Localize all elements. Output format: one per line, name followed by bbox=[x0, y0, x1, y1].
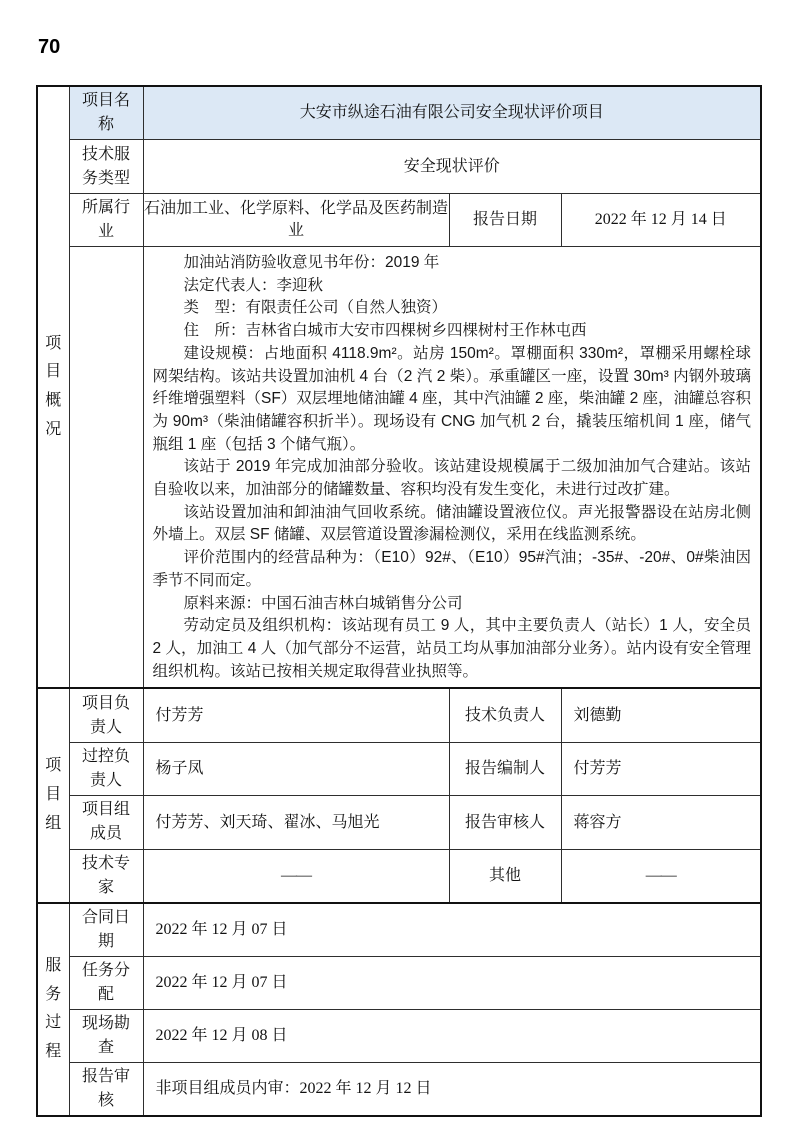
overview-paragraph: 建设规模：占地面积 4118.9m²。站房 150m²。罩棚面积 330m²，罩棚采用螺栓球网架结构。该站共设置加油机 4 台（2 汽 2 柴）。承重罐区一座，设置 30m³ 内钢外玻璃纤维增强塑料（SF）双层埋地储油罐 4 座，其中汽油罐 2 座，柴油罐 2 座，油罐总容积为 90m³（柴油储罐容积折半）。现场设有 CNG 加气机 2 台，撬装压缩机间 1 座，储气瓶组 1 座（包括 3 个储气瓶）。 bbox=[152, 344, 752, 453]
report-review-label-cell bbox=[69, 1062, 143, 1116]
industry-label: 所属行业 bbox=[82, 199, 131, 240]
other-label: 其他 bbox=[449, 849, 561, 903]
project-name-value: 大安市纵途石油有限公司安全现状评价项目 bbox=[143, 86, 761, 140]
contract-date-label: 合同日期 bbox=[82, 908, 131, 950]
overview-paragraph: 法定代表人：李迎秋 bbox=[183, 276, 324, 294]
tech-expert-label-cell bbox=[69, 849, 143, 903]
overview-paragraph: 该站设置加油和卸油油气回收系统。储油罐设置液位仪。声光报警器设在站房北侧外墙上。双层 SF 储罐、双层管道设置渗漏检测仪，采用在线监测系统。 bbox=[152, 503, 752, 544]
project-record-table bbox=[36, 85, 762, 1117]
process-control-value: 杨子凤 bbox=[143, 742, 449, 795]
section-label-service-process bbox=[37, 903, 69, 1116]
site-survey-label-cell bbox=[69, 1009, 143, 1062]
service-type-value: 安全现状评价 bbox=[143, 140, 761, 194]
overview-spacer-cell bbox=[69, 247, 143, 689]
process-control-label: 过控负责人 bbox=[82, 747, 131, 789]
report-date-label: 报告日期 bbox=[449, 194, 561, 247]
overview-paragraph: 原料来源：中国石油吉林白城销售分公司 bbox=[183, 594, 463, 612]
other-value: —— bbox=[561, 849, 761, 903]
tech-leader-value: 刘德勤 bbox=[561, 688, 761, 742]
section-label-project-overview-text: 项目概况 bbox=[45, 334, 62, 438]
service-type-label-cell bbox=[69, 140, 143, 194]
overview-paragraph: 类 型：有限责任公司（自然人独资） bbox=[183, 299, 448, 317]
project-overview-text bbox=[143, 247, 761, 689]
report-review-label: 报告审核 bbox=[82, 1067, 131, 1109]
section-label-project-team-text: 项目组 bbox=[45, 757, 62, 832]
section-label-project-team bbox=[37, 688, 69, 903]
project-name-label: 项目名称 bbox=[82, 92, 131, 133]
project-leader-label: 项目负责人 bbox=[82, 694, 131, 736]
industry-value: 石油加工业、化学原料、化学品及医药制造业 bbox=[143, 194, 449, 247]
task-assignment-label: 任务分配 bbox=[82, 961, 131, 1003]
team-members-label: 项目组成员 bbox=[82, 801, 131, 843]
site-survey-value: 2022 年 12 月 08 日 bbox=[143, 1009, 761, 1062]
page-number: 70 bbox=[38, 36, 61, 58]
service-type-label: 技术服务类型 bbox=[82, 145, 131, 187]
overview-paragraph: 该站于 2019 年完成加油部分验收。该站建设规模属于二级加油加气合建站。该站自验收以来，加油部分的储罐数量、容积均没有发生变化，未进行过改扩建。 bbox=[152, 458, 752, 499]
overview-paragraph: 劳动定员及组织机构：该站现有员工 9 人，其中主要负责人（站长）1 人，安全员 2 人，加油工 4 人（加气部分不运营，站员工均从事加油部分业务）。站内设有安全管理组织机构。该站已按相关规定取得营业执照等。 bbox=[152, 617, 752, 680]
report-compiler-value: 付芳芳 bbox=[561, 742, 761, 795]
overview-paragraph: 评价范围内的经营品种为：（E10）92#、（E10）95#汽油；-35#、-20#、0#柴油因季节不同而定。 bbox=[152, 549, 752, 589]
process-control-label-cell bbox=[69, 742, 143, 795]
project-name-label-cell bbox=[69, 86, 143, 140]
project-leader-label-cell bbox=[69, 688, 143, 742]
report-reviewer-value: 蒋容方 bbox=[561, 795, 761, 849]
contract-date-label-cell bbox=[69, 903, 143, 957]
site-survey-label: 现场勘查 bbox=[82, 1014, 131, 1056]
report-date-value: 2022 年 12 月 14 日 bbox=[561, 194, 761, 247]
report-reviewer-label: 报告审核人 bbox=[449, 795, 561, 849]
report-review-value: 非项目组成员内审：2022 年 12 月 12 日 bbox=[143, 1062, 761, 1116]
industry-label-cell bbox=[69, 194, 143, 247]
report-compiler-label: 报告编制人 bbox=[449, 742, 561, 795]
section-label-service-process-text: 服务过程 bbox=[45, 956, 62, 1061]
team-members-value: 付芳芳、刘天琦、翟冰、马旭光 bbox=[143, 795, 449, 849]
task-assignment-label-cell bbox=[69, 956, 143, 1009]
overview-paragraph: 加油站消防验收意见书年份：2019 年 bbox=[183, 254, 440, 271]
overview-paragraph: 住 所：吉林省白城市大安市四棵树乡四棵树村王作林屯西 bbox=[183, 322, 587, 340]
project-leader-value: 付芳芳 bbox=[143, 688, 449, 742]
team-members-label-cell bbox=[69, 795, 143, 849]
contract-date-value: 2022 年 12 月 07 日 bbox=[143, 903, 761, 957]
tech-expert-label: 技术专家 bbox=[82, 854, 131, 896]
tech-leader-label: 技术负责人 bbox=[449, 688, 561, 742]
tech-expert-value: —— bbox=[143, 849, 449, 903]
section-label-project-overview bbox=[37, 86, 69, 688]
task-assignment-value: 2022 年 12 月 07 日 bbox=[143, 956, 761, 1009]
